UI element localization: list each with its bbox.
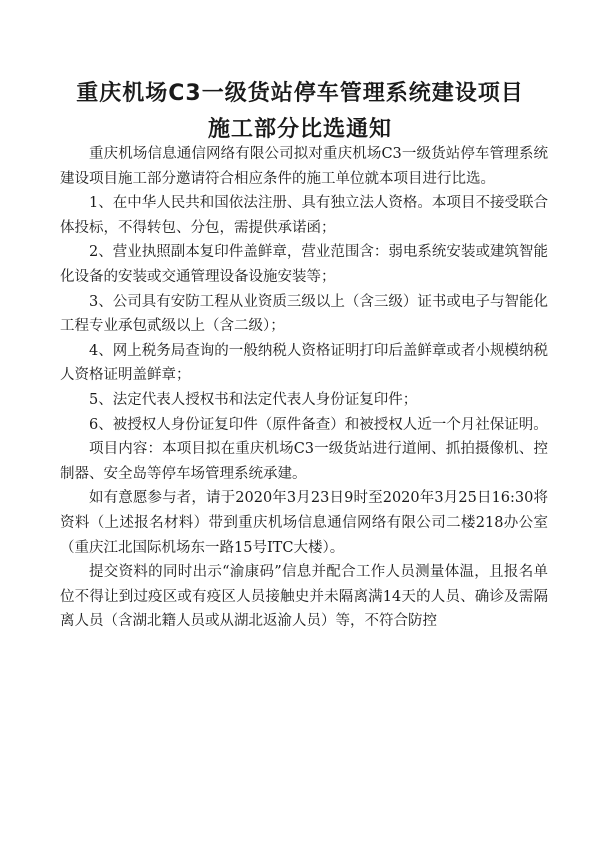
paragraph-requirement-1: 1、在中华人民共和国依法注册、具有独立法人资格。本项目不接受联合体投标，不得转包、分包，需提供承诺函； [60, 195, 548, 236]
paragraph-requirement-5: 5、法定代表人授权书和法定代表人身份证复印件； [89, 391, 418, 408]
paragraph-intro: 重庆机场信息通信网络有限公司拟对重庆机场C3一级货站停车管理系统建设项目施工部分邀请符合相应条件的施工单位就本项目进行比选。 [60, 146, 548, 187]
paragraph-requirement-4: 4、网上税务局查询的一般纳税人资格证明打印后盖鲜章或者小规模纳税人资格证明盖鲜章； [60, 342, 548, 384]
document-title-line2: 施工部分比选通知 [207, 117, 392, 142]
paragraph-registration: 如有意愿参与者，请于2020年3月23日9时至2020年3月25日16:30将资料（上述报名材料）带到重庆机场信息通信网络有限公司二楼218办公室（重庆江北国际机场东一路15号ITC大楼）。 [60, 490, 548, 556]
paragraph-requirement-3: 3、公司具有安防工程从业资质三级以上（含三级）证书或电子与智能化工程专业承包贰级以上（含二级）； [60, 293, 548, 335]
document-title-line1: 重庆机场C3一级货站停车管理系统建设项目 [76, 81, 524, 106]
paragraph-requirement-6: 6、被授权人身份证复印件（原件备查）和被授权人近一个月社保证明。 [89, 416, 548, 433]
paragraph-epidemic-notice: 提交资料的同时出示“渝康码”信息并配合工作人员测量体温，且报名单位不得让到过疫区或有疫区人员接触史并未隔离满14天的人员、确诊及需隔离人员（含湖北籍人员或从湖北返渝人员）等，不符合防控 [60, 564, 548, 630]
paragraph-requirement-2: 2、营业执照副本复印件盖鲜章，营业范围含：弱电系统安装或建筑智能化设备的安装或交通管理设备设施安装等； [60, 244, 548, 285]
document-body [60, 142, 548, 634]
paragraph-project-content: 项目内容：本项目拟在重庆机场C3一级货站进行道闸、抓拍摄像机、控制器、安全岛等停车场管理系统承建。 [60, 441, 548, 482]
